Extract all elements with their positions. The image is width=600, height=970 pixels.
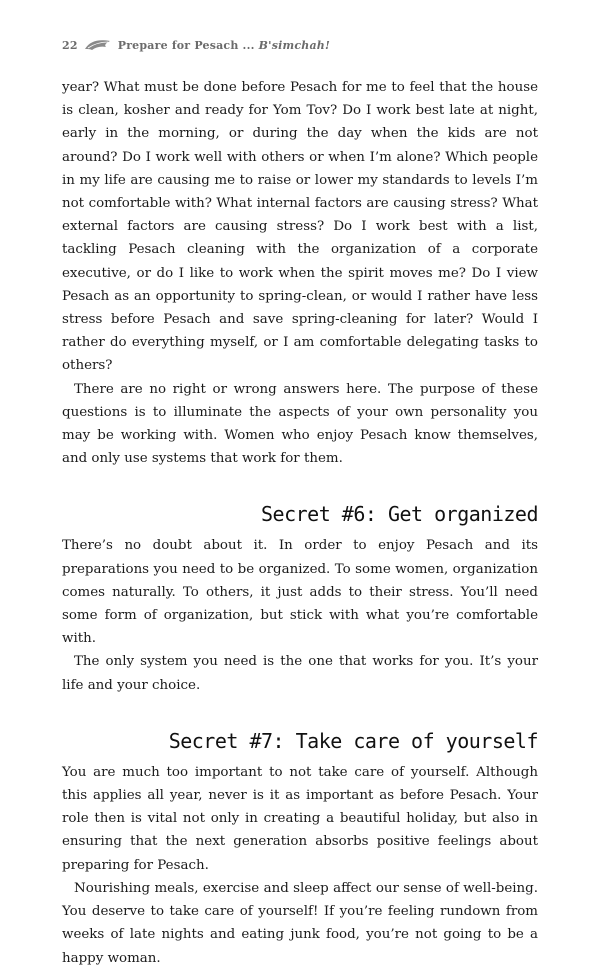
book-title: Prepare for Pesach ...: [117, 38, 255, 52]
paragraph-intro-2: There are no right or wrong answers here. The purpose of these questions is to illuminate the aspects of your own personality you may be working with. Women who enjoy Pesach know themselves, and only use systems that work for them.: [62, 381, 538, 467]
section-heading-secret-7: Secret #7: Take care of yourself: [168, 728, 538, 753]
paragraph: You are much too important to not take care of yourself. Although this applies all year, never is it as important as before Pesach. Your role then is vital not only in creating a beautiful holiday, but also in ensuring that the next generation absorbs positive feelings about preparing for Pesach.: [62, 764, 538, 873]
section-heading-secret-6: Secret #6: Get organized: [261, 502, 538, 527]
paragraph: Nourishing meals, exercise and sleep affect our sense of well-being. You deserve to take care of yourself! If you’re feeling rundown from weeks of late nights and eating junk food, you’re not going to be a happy woman.: [62, 880, 538, 966]
book-title-italic: B'simchah!: [258, 38, 330, 52]
page-number: 22: [62, 38, 78, 52]
feather-logo-icon: [84, 38, 112, 52]
running-header: [62, 38, 330, 52]
body-text: [62, 76, 538, 970]
paragraph: The only system you need is the one that works for you. It’s your life and your choice.: [62, 654, 538, 693]
paragraph-intro: year? What must be done before Pesach for me to feel that the house is clean, kosher and ready for Yom Tov? Do I work best late at night, early in the morning, or during the day when the kids are not around? Do I work well with others or when I’m alone? Which people in my life are causing me to raise or lower my standards to levels I’m not comfortable with? What internal factors are causing stress? What external factors are causing stress? Do I work best with a list, tackling Pesach cleaning with the organization of a corporate executive, or do I like to work when the spirit moves me? Do I view Pesach as an opportunity to spring-clean, or would I rather have less stress before Pesach and save spring-cleaning for later? Would I rather do everything myself, or I am comfortable delegating tasks to others?: [62, 80, 538, 374]
paragraph: There’s no doubt about it. In order to enjoy Pesach and its preparations you need to be organized. To some women, organization comes naturally. To others, it just adds to their stress. You’ll need some form of organization, but stick with what you’re comfortable with.: [62, 538, 538, 647]
